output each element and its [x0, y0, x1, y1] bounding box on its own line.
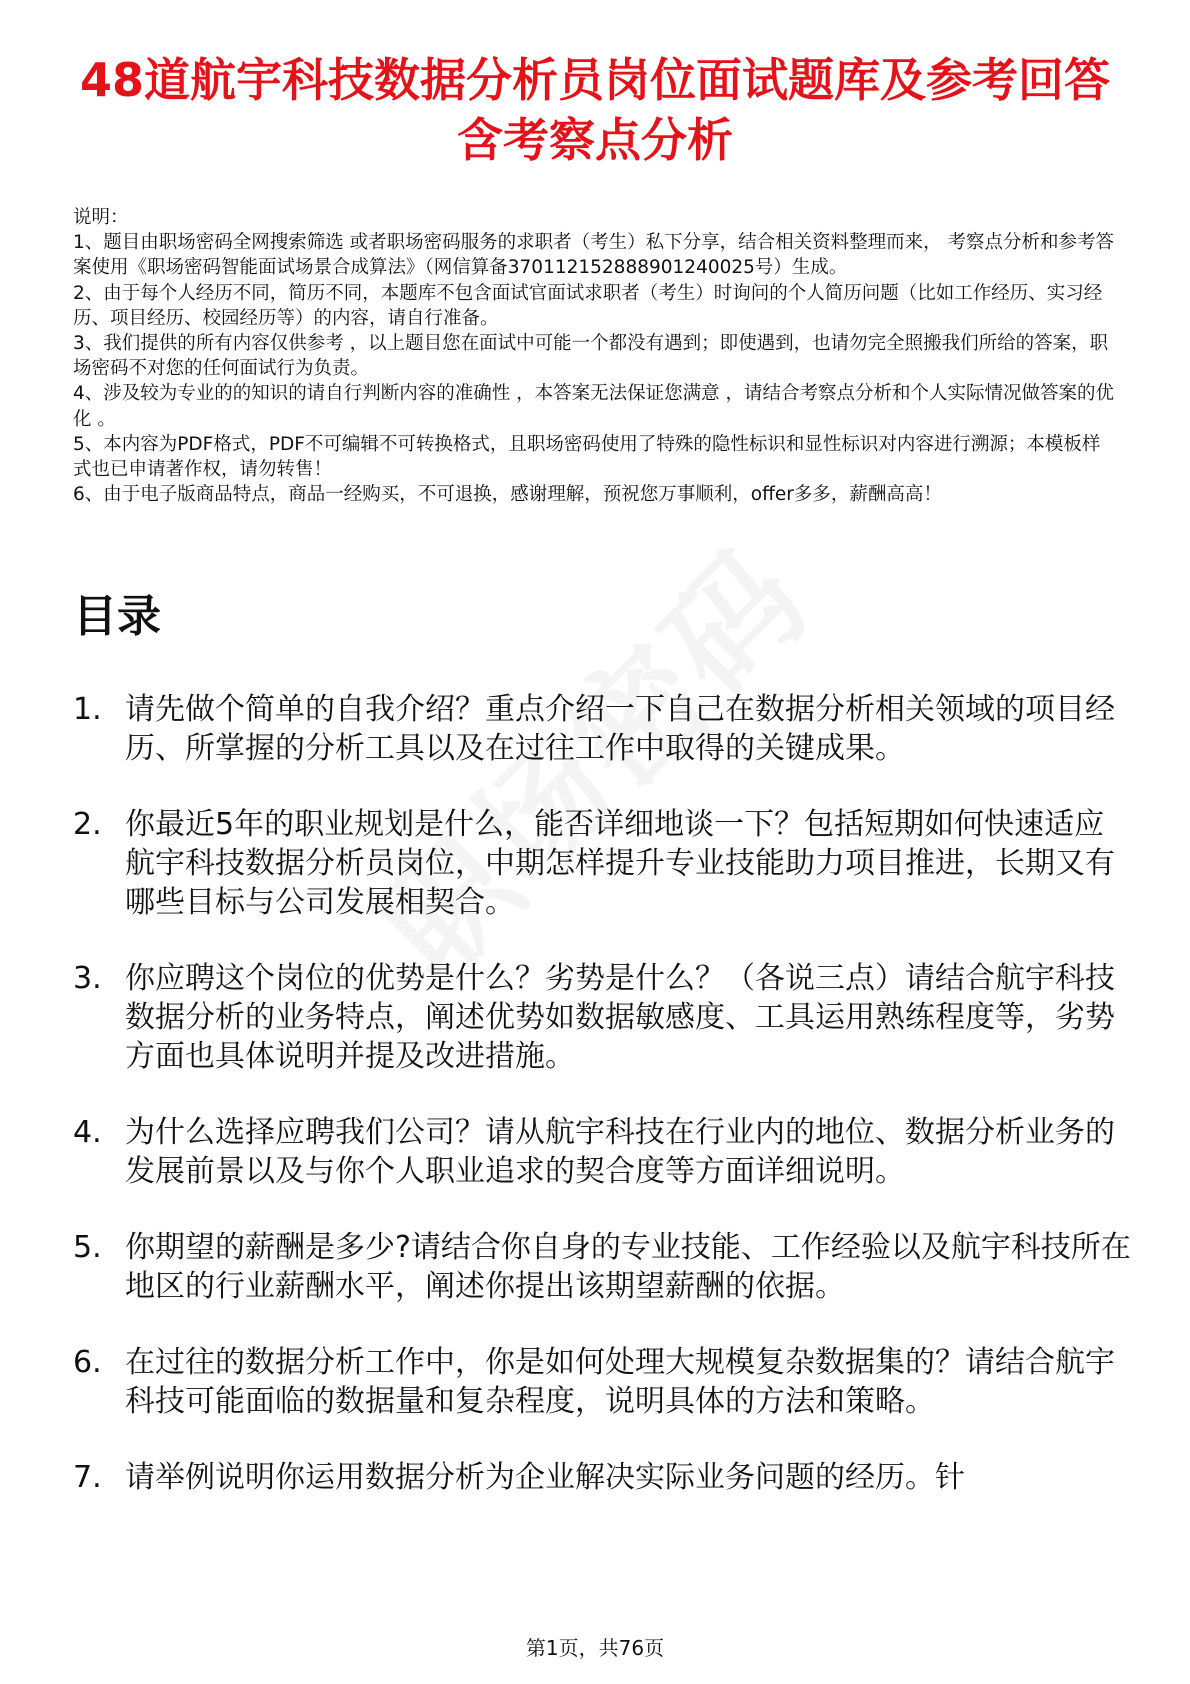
- document-title: 48道航宇科技数据分析员岗位面试题库及参考回答含考察点分析: [79, 53, 1110, 167]
- question-item: [73, 1343, 1133, 1421]
- question-text: 你应聘这个岗位的优势是什么？劣势是什么？（各说三点）请结合航宇科技数据分析的业务特点，阐述优势如数据敏感度、工具运用熟练程度等，劣势方面也具体说明并提及改进措施。: [125, 961, 1115, 1074]
- question-number: 1.: [73, 692, 102, 727]
- question-text: 请先做个简单的自我介绍？重点介绍一下自己在数据分析相关领域的项目经历、所掌握的分析工具以及在过往工作中取得的关键成果。: [125, 692, 1115, 766]
- question-item: [73, 1113, 1133, 1191]
- question-list: [73, 690, 1133, 1534]
- question-item: [73, 690, 1133, 768]
- toc-heading: 目录: [73, 591, 161, 642]
- question-number: 2.: [73, 807, 102, 842]
- notes-item: 4、涉及较为专业的的知识的请自行判断内容的准确性 ，本答案无法保证您满意 ，请结合考察点分析和个人实际情况做答案的优化 。: [73, 383, 1115, 430]
- notes-heading: 说明：: [73, 207, 129, 228]
- question-item: [73, 805, 1133, 922]
- question-number: 5.: [73, 1230, 102, 1265]
- question-text: 你期望的薪酬是多少?请结合你自身的专业技能、工作经验以及航宇科技所在地区的行业薪酬水平，阐述你提出该期望薪酬的依据。: [125, 1230, 1131, 1304]
- notes-item: 6、由于电子版商品特点，商品一经购买，不可退换，感谢理解，预祝您万事顺利，offer多多，薪酬高高！: [73, 484, 942, 506]
- question-item: [73, 1458, 1133, 1497]
- page-number: 第1页，共76页: [525, 1636, 665, 1660]
- question-number: 7.: [73, 1460, 102, 1495]
- notes-item: 5、本内容为PDF格式，PDF不可编辑不可转换格式，且职场密码使用了特殊的隐性标识和显性标识对内容进行溯源；本模板样式也已申请著作权，请勿转售！: [73, 433, 1101, 481]
- notes-section: [73, 205, 1118, 507]
- question-number: 6.: [73, 1345, 102, 1380]
- question-text: 在过往的数据分析工作中，你是如何处理大规模复杂数据集的？请结合航宇科技可能面临的数据量和复杂程度，说明具体的方法和策略。: [125, 1345, 1115, 1419]
- question-text: 你最近5年的职业规划是什么，能否详细地谈一下？包括短期如何快速适应航宇科技数据分析员岗位，中期怎样提升专业技能助力项目推进，长期又有哪些目标与公司发展相契合。: [125, 807, 1115, 920]
- notes-item: 2、由于每个人经历不同，简历不同，本题库不包含面试官面试求职者（考生）时询问的个人简历问题（比如工作经历、实习经历、项目经历、校园经历等）的内容，请自行准备。: [73, 282, 1103, 329]
- notes-item: 1、题目由职场密码全网搜索筛选 或者职场密码服务的求职者（考生）私下分享，结合相关资料整理而来， 考察点分析和参考答案使用《职场密码智能面试场景合成算法》（网信算备370112152888901240025号）生成。: [73, 232, 1115, 279]
- notes-item: 3、我们提供的所有内容仅供参考 ，以上题目您在面试中可能一个都没有遇到；即使遇到，也请勿完全照搬我们所给的答案，职场密码不对您的任何面试行为负责。: [73, 333, 1109, 380]
- question-text: 为什么选择应聘我们公司？请从航宇科技在行业内的地位、数据分析业务的发展前景以及与你个人职业追求的契合度等方面详细说明。: [125, 1115, 1115, 1189]
- question-number: 4.: [73, 1115, 102, 1150]
- question-text: 请举例说明你运用数据分析为企业解决实际业务问题的经历。针: [125, 1460, 965, 1495]
- question-item: [73, 959, 1133, 1076]
- question-number: 3.: [73, 961, 102, 996]
- question-item: [73, 1228, 1133, 1306]
